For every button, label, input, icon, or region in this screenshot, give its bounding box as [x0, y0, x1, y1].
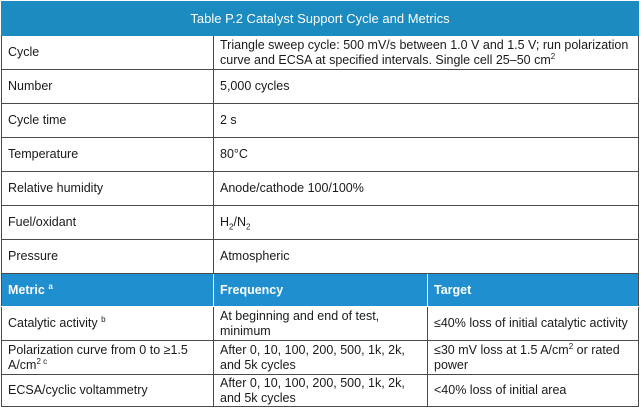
metrics-header-row	[2, 274, 639, 307]
metric-row-polarization-curve	[2, 341, 639, 375]
param-label: Number	[2, 70, 214, 104]
metric-row-ecsa	[2, 375, 639, 407]
param-value: Anode/cathode 100/100%	[214, 172, 639, 206]
table-row-humidity	[2, 172, 639, 206]
param-label: Fuel/oxidant	[2, 206, 214, 240]
param-label: Cycle	[2, 36, 214, 70]
table-row-temperature	[2, 138, 639, 172]
metric-row-catalytic-activity	[2, 307, 639, 341]
param-label: Cycle time	[2, 104, 214, 138]
header-target: Target	[428, 274, 639, 307]
table-row-cycle-time	[2, 104, 639, 138]
metric-target: <40% loss of initial area	[428, 375, 639, 407]
metric-frequency: After 0, 10, 100, 200, 500, 1k, 2k, and 5k cycles	[214, 341, 428, 375]
catalyst-support-table	[1, 1, 638, 407]
metric-target: ≤30 mV loss at 1.5 $A/cm^2$ or rated power	[428, 341, 639, 375]
header-frequency: Frequency	[214, 274, 428, 307]
metric-name: Catalytic activity $^b$	[2, 307, 214, 341]
param-value: 80°C	[214, 138, 639, 172]
table-row-pressure	[2, 240, 639, 274]
table-row-fuel-oxidant	[2, 206, 639, 240]
param-value: Atmospheric	[214, 240, 639, 274]
param-value: 2 s	[214, 104, 639, 138]
param-value: 5,000 cycles	[214, 70, 639, 104]
param-label: Temperature	[2, 138, 214, 172]
table-row-number	[2, 70, 639, 104]
metric-name: ECSA/cyclic voltammetry	[2, 375, 214, 407]
metric-target: ≤40% loss of initial catalytic activity	[428, 307, 639, 341]
header-metric: Metric $^a$	[2, 274, 214, 307]
param-label: Pressure	[2, 240, 214, 274]
metric-name: Polarization curve from 0 to ≥1.5 $A/cm^{2 c}$	[2, 341, 214, 375]
table-row-cycle	[2, 36, 639, 70]
metric-frequency: After 0, 10, 100, 200, 500, 1k, 2k, and 5k cycles	[214, 375, 428, 407]
param-label: Relative humidity	[2, 172, 214, 206]
param-value: $H_2/N_2$	[214, 206, 639, 240]
table-title-row	[2, 2, 639, 36]
metric-frequency: At beginning and end of test, minimum	[214, 307, 428, 341]
param-value: Triangle sweep cycle: 500 mV/s between 1.0 V and 1.5 V; run polarization curve and ECSA at specified intervals. Single cell 25–50 $cm^2$	[214, 36, 639, 70]
table-title: Table P.2 Catalyst Support Cycle and Metrics	[2, 2, 639, 36]
